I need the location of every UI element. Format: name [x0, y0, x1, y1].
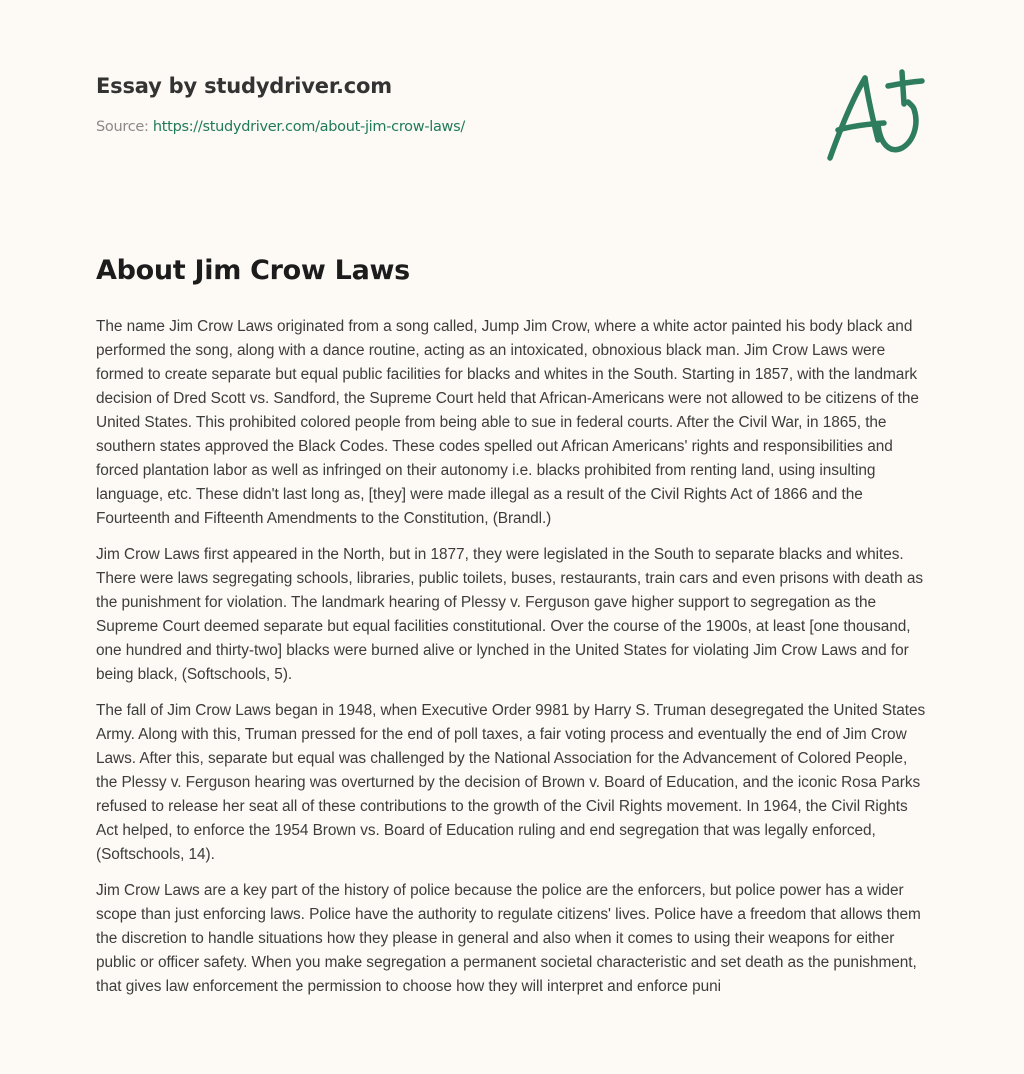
essay-paragraph: The name Jim Crow Laws originated from a song called, Jump Jim Crow, where a white actor painted his body black and performed the song, along with a dance routine, acting as an intoxicated, obnoxious black man. Jim Crow Laws were formed to create separate but equal public facilities for blacks and whites in the South. Starting in 1857, with the landmark decision of Dred Scott vs. Sandford, the Supreme Court held that African-Americans were not allowed to be citizens of the United States. This prohibited colored people from being able to sue in federal courts. After the Civil War, in 1865, the southern states approved the Black Codes. These codes spelled out African Americans' rights and responsibilities and forced plantation labor as well as infringed on their autonomy i.e. blacks prohibited from renting land, using insulting language, etc. These didn't last long as, [they] were made illegal as a result of the Civil Rights Act of 1866 and the Fourteenth and Fifteenth Amendments to the Constitution, (Brandl.) [96, 318, 919, 527]
source-link[interactable]: https://studydriver.com/about-jim-crow-laws/ [152, 119, 465, 135]
site-title: Essay by studydriver.com [96, 74, 392, 98]
essay-paragraph: Jim Crow Laws are a key part of the history of police because the police are the enforcers, but police power has a wider scope than just enforcing laws. Police have the authority to regulate citizens' lives. Police have a freedom that allows them the discretion to handle situations how they please in general and also when it comes to using their weapons for either public or officer safety. When you make segregation a permanent societal characteristic and set death as the punishment, that gives law enforcement the permission to choose how they will interpret and enforce puni [96, 882, 921, 995]
page-header [96, 74, 465, 135]
essay-title: About Jim Crow Laws [96, 255, 410, 286]
essay-body [96, 315, 932, 1011]
essay-paragraph: The fall of Jim Crow Laws began in 1948, when Executive Order 9981 by Harry S. Truman desegregated the United States Army. Along with this, Truman pressed for the end of poll taxes, a fair voting process and eventually the end of Jim Crow Laws. After this, separate but equal was challenged by the National Association for the Advancement of Colored People, the Plessy v. Ferguson hearing was overturned by the decision of Brown v. Board of Education, and the iconic Rosa Parks refused to release her seat all of these contributions to the growth of the Civil Rights movement. In 1964, the Civil Rights Act helped, to enforce the 1954 Brown vs. Board of Education ruling and end segregation that was legally enforced, (Softschools, 14). [96, 702, 926, 863]
source-label: Source: [96, 119, 149, 135]
a-plus-grade-icon [818, 64, 934, 168]
essay-paragraph: Jim Crow Laws first appeared in the North, but in 1877, they were legislated in the South to separate blacks and whites. There were laws segregating schools, libraries, public toilets, buses, restaurants, train cars and even prisons with death as the punishment for violation. The landmark hearing of Plessy v. Ferguson gave higher support to segregation as the Supreme Court deemed separate but equal facilities constitutional. Over the course of the 1900s, at least [one thousand, one hundred and thirty-two] blacks were burned alive or lynched in the United States for violating Jim Crow Laws and for being black, (Softschools, 5). [96, 546, 923, 683]
source-line [96, 119, 465, 135]
